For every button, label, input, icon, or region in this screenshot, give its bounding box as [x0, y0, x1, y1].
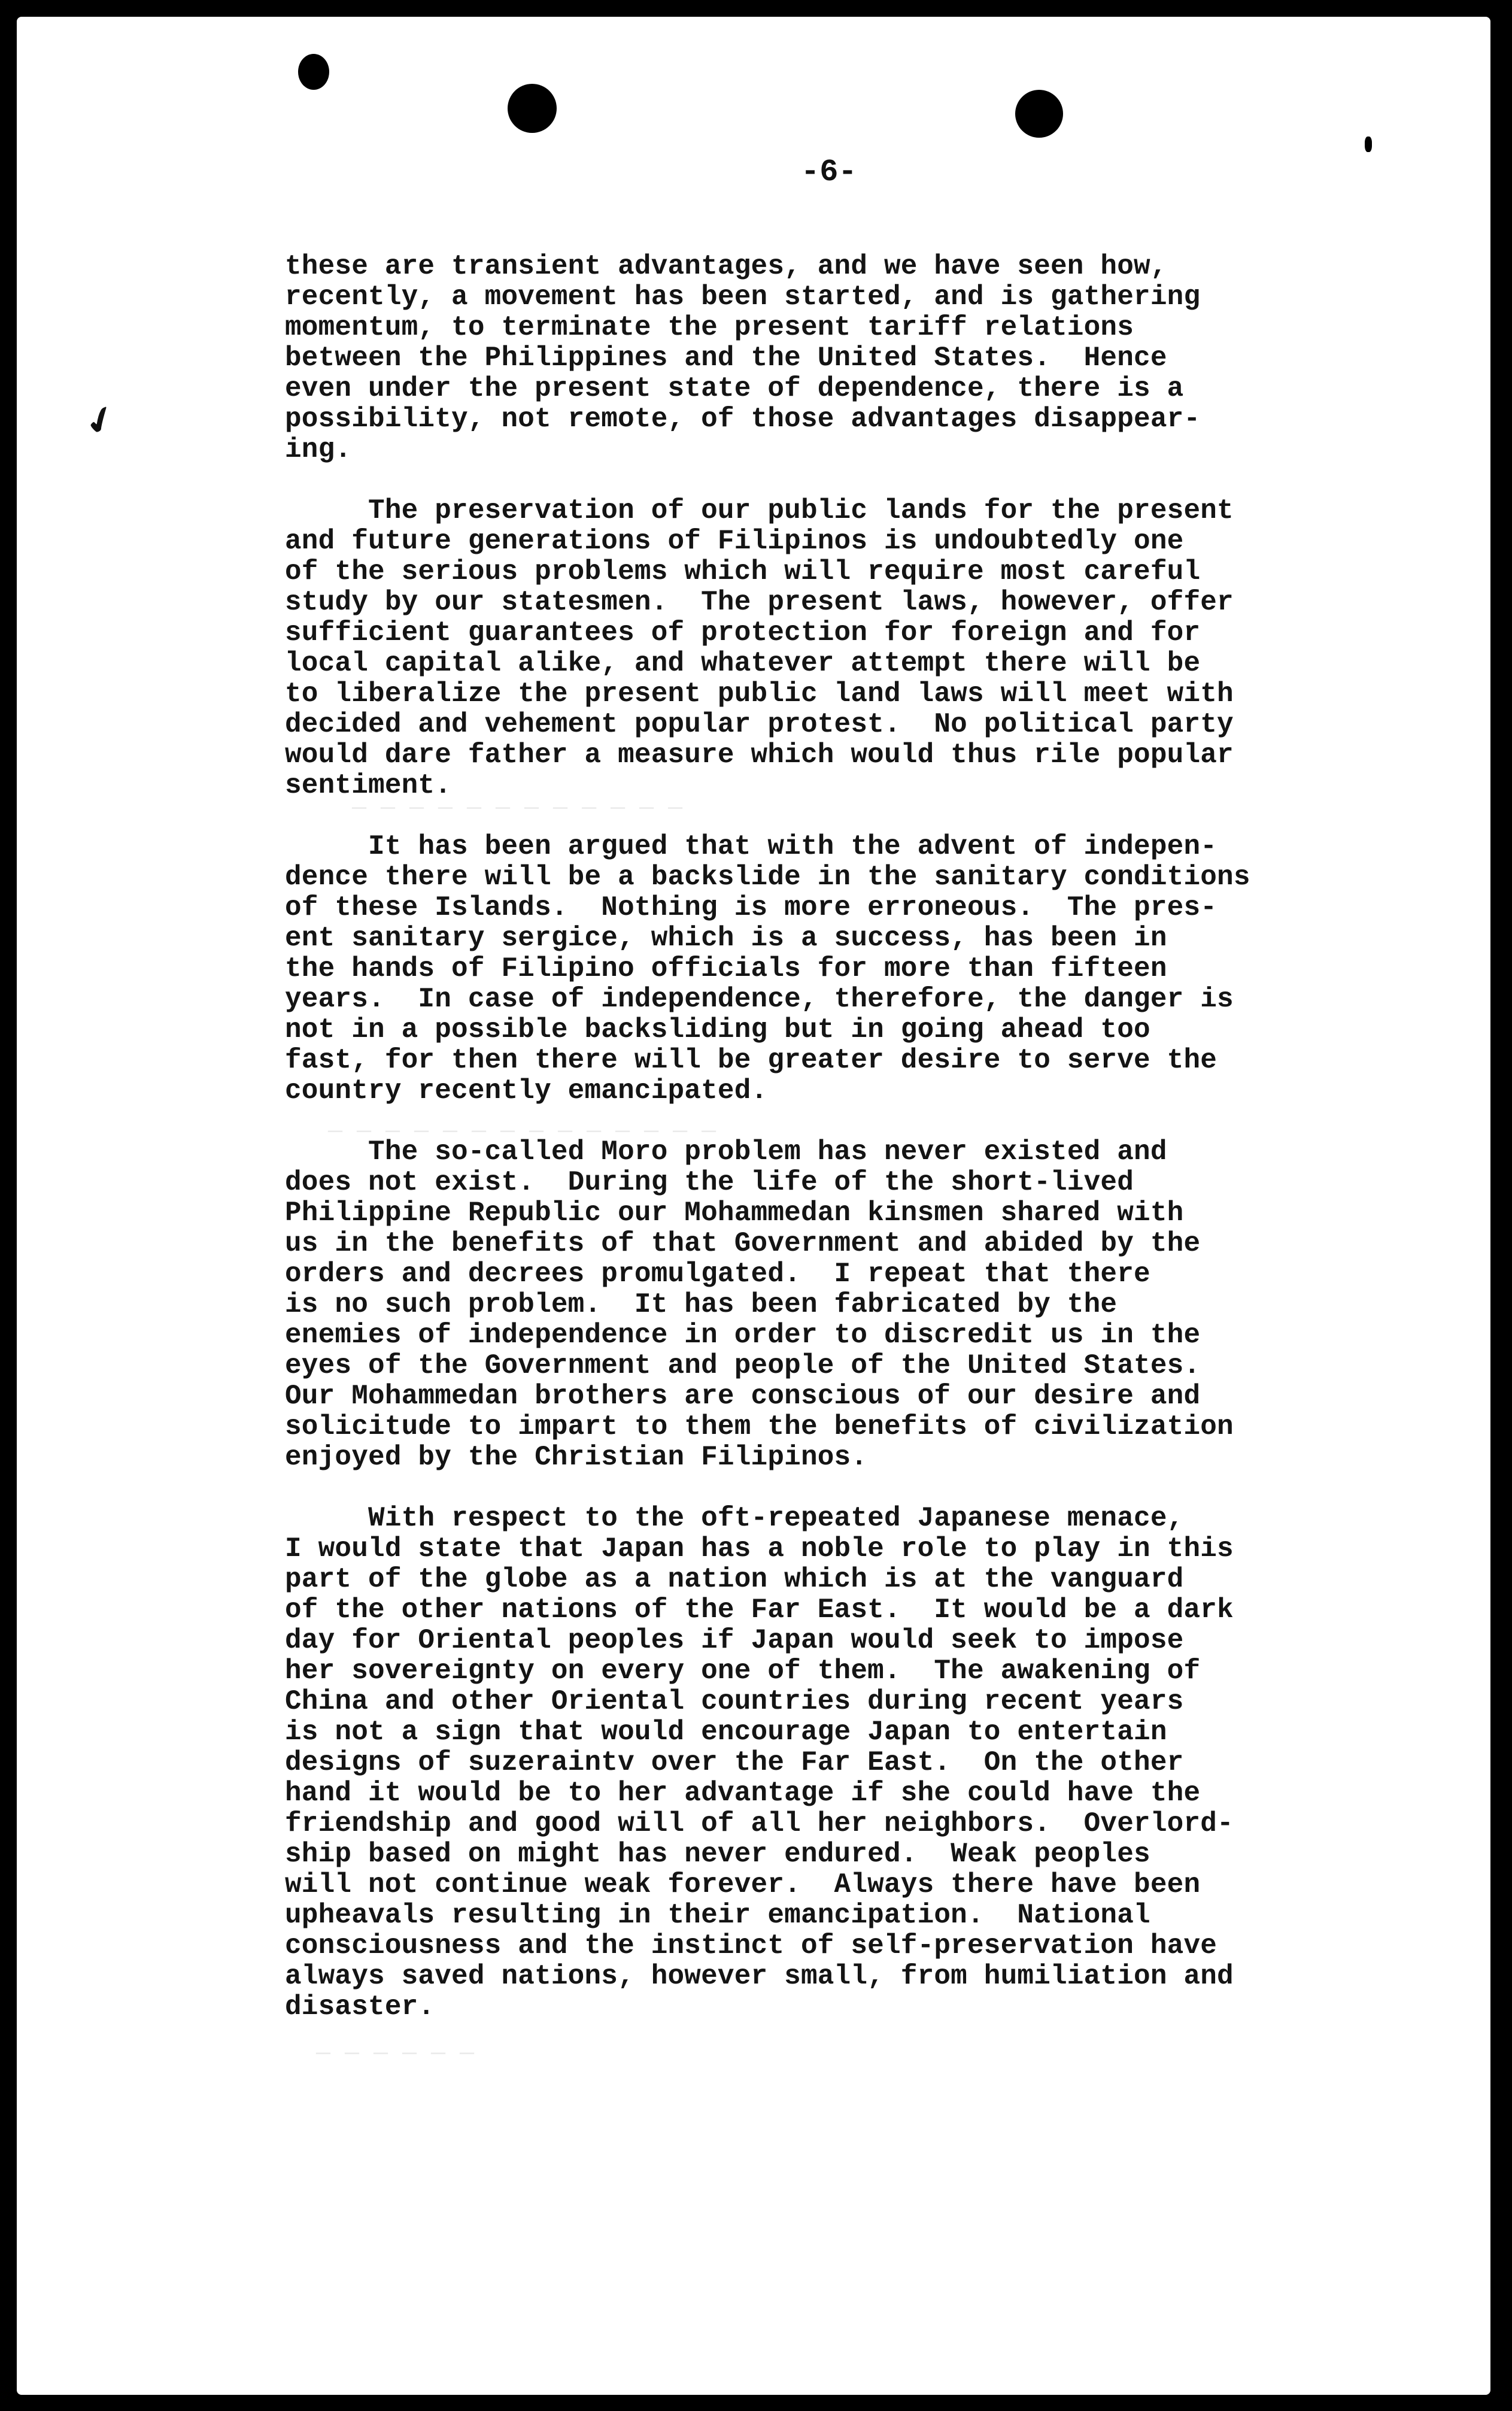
punch-hole-right — [1015, 90, 1063, 138]
punch-hole-center — [508, 84, 557, 133]
show-through-text: — — — — — — — — — — — — — — — [328, 1118, 716, 1145]
document-page — [17, 17, 1490, 2395]
punch-hole-left — [298, 54, 329, 90]
ink-speck — [1365, 137, 1372, 152]
show-through-text: — — — — — — — — — — — — — [352, 795, 683, 822]
paragraph-tariff: these are transient advantages, and we have seen how, recently, a movement has been started, and is gathering momentum, to terminate the present tariff relations between the Philippines and the United States. Hence even under the present state of dependence, there is a possibility, not remote, of those advantages disappear- ing. — [285, 251, 1201, 465]
page-number: -6- — [801, 154, 857, 190]
paragraph-japanese-menace: With respect to the oft-repeated Japanese menace, I would state that Japan has a noble role to play in this part of the globe as a nation which is at the vanguard of the other nations of the Far East. It would be a dark day for Oriental peoples if Japan would seek to impose her sovereignty on every one of them. The awakening of China and other Oriental countries during recent years is not a sign that would encourage Japan to entertain designs of suzeraintv over the Far East. On the other hand it would be to her advantage if she could have the friendship and good will of all her neighbors. Overlord- ship based on might has never endured. Weak peoples will not continue weak forever. Always there have been upheavals resulting in their emancipation. National consciousness and the instinct of self-preservation have always saved nations, however small, from humiliation and disaster. — [285, 1503, 1234, 2022]
margin-check-mark: ✔ — [78, 395, 123, 447]
paragraph-sanitary: It has been argued that with the advent of indepen- dence there will be a backslide in the sanitary conditions of these Islands. Nothing is more erroneous. The pres- ent sanitary sergice, which is a success, has been in the hands of Filipino officials for more than fifteen years. In case of independence, therefore, the danger is not in a possible backsliding but in going ahead too fast, for then there will be greater desire to serve the country recently emancipated. — [285, 831, 1250, 1106]
body-text — [285, 251, 1350, 2053]
paragraph-public-lands: The preservation of our public lands for the present and future generations of Filipinos is undoubtedly one of the serious problems which will require most careful study by our statesmen. The present laws, however, offer sufficient guarantees of protection for foreign and for local capital alike, and whatever attempt there will be to liberalize the present public land laws will meet with decided and vehement popular protest. No political party would dare father a measure which would thus rile popular sentiment. — [285, 495, 1234, 801]
show-through-text: — — — — — — — [316, 2040, 475, 2067]
paragraph-moro-problem: The so-called Moro problem has never existed and does not exist. During the life of the short-lived Philippine Republic our Mohammedan kinsmen shared with us in the benefits of that Government and abided by the orders and decrees promulgated. I repeat that there is no such problem. It has been fabricated by the enemies of independence in order to discredit us in the eyes of the Government and people of the United States. Our Mohammedan brothers are conscious of our desire and solicitude to impart to them the benefits of civilization enjoyed by the Christian Filipinos. — [285, 1136, 1234, 1473]
